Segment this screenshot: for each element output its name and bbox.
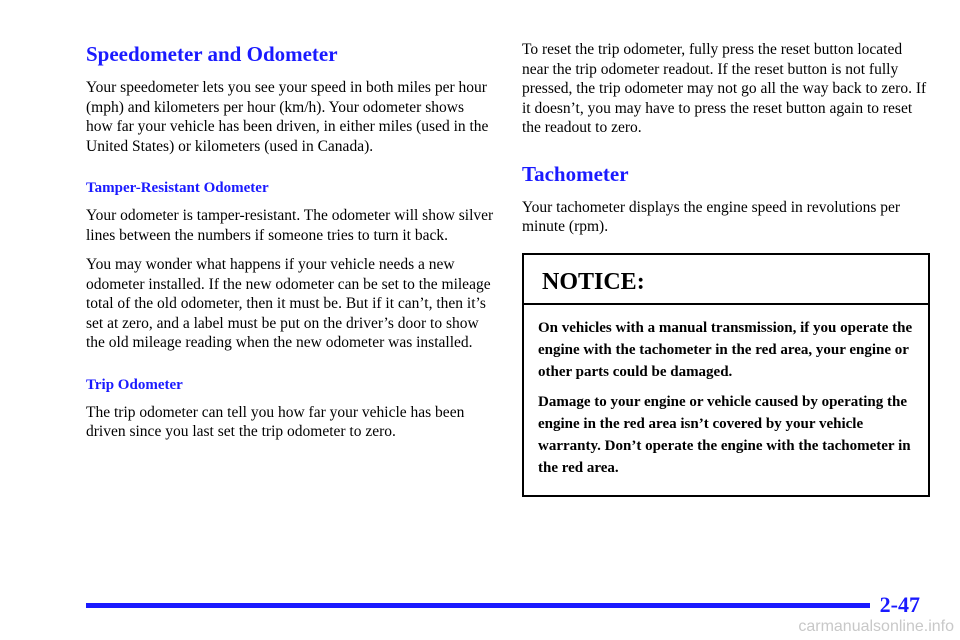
section-heading-speedometer: Speedometer and Odometer (86, 42, 338, 66)
notice-paragraph-1: On vehicles with a manual transmission, if you operate the engine with the tachometer in the red area, your engine or other parts could be damaged. (538, 319, 913, 380)
left-column (86, 40, 494, 452)
subheading-trip-odometer: Trip Odometer (86, 376, 183, 393)
footer-rule (86, 603, 870, 608)
reset-paragraph: To reset the trip odometer, fully press the reset button located near the trip odometer readout. If the reset button is not fully pressed, the trip odometer may not go all the way back to zero. If it doesn’t, you may have to press the reset button again to reset the readout to zero. (522, 41, 927, 136)
watermark: carmanualsonline.info (798, 618, 954, 635)
notice-box (522, 253, 930, 497)
notice-title: NOTICE: (524, 255, 928, 305)
tamper-paragraph-2: You may wonder what happens if your vehicle needs a new odometer installed. If the new odometer can be set to the mileage total of the old odometer, then it must be. But if it can’t, then it’s set at zero, and a label must be put on the driver’s door to show the old mileage reading when the new odometer was installed. (86, 256, 491, 351)
trip-paragraph: The trip odometer can tell you how far your vehicle has been driven since you last set the trip odometer to zero. (86, 403, 465, 440)
tamper-paragraph-1: Your odometer is tamper-resistant. The odometer will show silver lines between the numbers if someone tries to turn it back. (86, 207, 494, 244)
notice-body (524, 305, 928, 495)
page-number: 2-47 (879, 592, 920, 617)
section-heading-tachometer: Tachometer (522, 161, 629, 186)
tachometer-paragraph: Your tachometer displays the engine speed in revolutions per minute (rpm). (522, 198, 901, 235)
notice-paragraph-2: Damage to your engine or vehicle caused by operating the engine in the red area isn’t covered by your vehicle warranty. Don’t operate the engine with the tachometer in the red area. (538, 393, 911, 476)
subheading-tamper-resistant: Tamper-Resistant Odometer (86, 180, 269, 196)
right-column (522, 40, 930, 497)
speedometer-intro-paragraph: Your speedometer lets you see your speed in both miles per hour (mph) and kilometers per hour (km/h). Your odometer shows how far your vehicle has been driven, in either miles (used in the United States) or kilometers (used in Canada). (86, 79, 489, 155)
